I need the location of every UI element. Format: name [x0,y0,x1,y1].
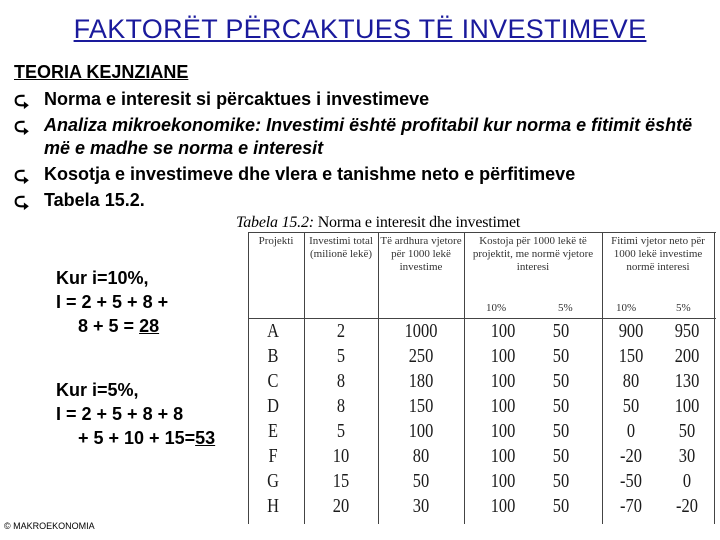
cell-ardhura: 50 [412,470,430,492]
bullet-text: Tabela 15.2. [44,190,145,210]
cell-projekti: A [267,320,279,342]
cell-projekti: C [267,370,279,392]
bullet-text: Analiza mikroekonomike: Investimi është profitabil kur norma e fitimit është më e madhe se norma e interesit [44,115,693,158]
calculation-10-percent [56,266,168,338]
cell-ardhura: 1000 [404,320,438,342]
table-rule [464,232,465,524]
calc-sum-cont [56,426,215,450]
cell-fitimi-5: 50 [678,420,696,442]
bullet-text: Norma e interesit si përcaktues i investimeve [44,89,430,109]
arrow-bullet-icon: ⮎ [14,191,30,212]
cell-kosto-10: 100 [490,470,516,492]
calc-condition: Kur i=10%, [56,268,149,288]
bullet-item [14,189,714,212]
cell-investimi: 5 [336,420,346,442]
calc-condition: Kur i=5%, [56,380,139,400]
cell-kosto-10: 100 [490,445,516,467]
table-rule [714,232,715,524]
cell-kosto-5: 50 [552,470,570,492]
header-projekti: Projekti [258,235,294,247]
cell-ardhura: 180 [408,370,434,392]
cell-investimi: 8 [336,395,346,417]
calc-sum: I = 2 + 5 + 8 + [56,292,169,312]
cell-ardhura: 150 [408,395,434,417]
table-rule [378,232,379,524]
calc-sum: I = 2 + 5 + 8 + 8 [56,404,184,424]
section-subtitle: TEORIA KEJNZIANE [14,62,189,82]
cell-projekti: B [267,345,279,367]
cell-fitimi-10: 80 [622,370,640,392]
cell-fitimi-10: 150 [618,345,644,367]
cell-kosto-10: 100 [490,320,516,342]
cell-fitimi-5: 200 [674,345,700,367]
header-fitimi-10: 10% [616,302,637,314]
cell-kosto-5: 50 [552,445,570,467]
cell-fitimi-5: 0 [682,470,692,492]
cell-fitimi-5: 130 [674,370,700,392]
cell-projekti: E [267,420,279,442]
header-kosto-10: 10% [486,302,507,314]
cell-fitimi-5: 30 [678,445,696,467]
bullet-item [14,114,714,160]
arrow-bullet-icon: ⮎ [14,165,30,186]
table-rule [248,232,249,524]
calculation-5-percent [56,378,215,450]
cell-kosto-10: 100 [490,345,516,367]
scanned-table [248,232,716,524]
header-fitimi: Fitimi vjetor neto për 1000 lekë investime normë interesi [611,235,705,273]
cell-ardhura: 80 [412,445,430,467]
cell-kosto-10: 100 [490,395,516,417]
table-rule [248,318,716,319]
calc-sum-cont [56,314,168,338]
header-kosto: Kostoja për 1000 lekë të projektit, me normë vjetore interesi [472,235,594,273]
cell-kosto-5: 50 [552,495,570,517]
calc-result: 28 [139,316,160,336]
cell-kosto-10: 100 [490,495,516,517]
cell-investimi: 5 [336,345,346,367]
cell-fitimi-10: -70 [620,495,642,517]
cell-fitimi-5: -20 [676,495,698,517]
cell-projekti: H [267,495,279,517]
bullet-item [14,88,714,111]
arrow-bullet-icon: ⮎ [14,90,30,111]
cell-fitimi-10: 900 [618,320,644,342]
cell-kosto-5: 50 [552,420,570,442]
cell-investimi: 15 [332,470,350,492]
calc-result: 53 [195,428,216,448]
table-rule [248,232,716,233]
cell-kosto-10: 100 [490,420,516,442]
cell-projekti: F [268,445,278,467]
cell-kosto-5: 50 [552,320,570,342]
calc-sum-tail: 8 + 5 = [78,316,140,336]
slide-title: FAKTORËT PËRCAKTUES TË INVESTIMEVE [73,14,647,44]
cell-fitimi-10: 50 [622,395,640,417]
cell-ardhura: 100 [408,420,434,442]
header-kosto-5: 5% [558,302,573,314]
header-investimi: Investimi total (milionë lekë) [309,235,373,260]
cell-investimi: 20 [332,495,350,517]
cell-investimi: 10 [332,445,350,467]
footer-copyright: © MAKROEKONOMIA [4,521,95,531]
cell-projekti: D [267,395,279,417]
cell-kosto-10: 100 [490,370,516,392]
cell-fitimi-5: 950 [674,320,700,342]
cell-fitimi-10: -50 [620,470,642,492]
table-rule [602,232,603,524]
table-rule [304,232,305,524]
bullet-list [14,88,714,215]
table-caption [236,214,520,232]
header-fitimi-5: 5% [676,302,691,314]
table-caption-text: Norma e interesit dhe investimet [313,214,521,231]
cell-investimi: 2 [336,320,346,342]
bullet-text: Kosotja e investimeve dhe vlera e tanishme neto e përfitimeve [44,164,576,184]
calc-sum-tail: + 5 + 10 + 15= [78,428,196,448]
cell-kosto-5: 50 [552,370,570,392]
bullet-item [14,163,714,186]
arrow-bullet-icon: ⮎ [14,116,30,137]
cell-ardhura: 30 [412,495,430,517]
cell-ardhura: 250 [408,345,434,367]
cell-kosto-5: 50 [552,345,570,367]
cell-fitimi-10: -20 [620,445,642,467]
cell-fitimi-5: 100 [674,395,700,417]
cell-kosto-5: 50 [552,395,570,417]
cell-fitimi-10: 0 [626,420,636,442]
header-ardhura: Të ardhura vjetore për 1000 lekë investime [380,235,462,273]
cell-projekti: G [267,470,279,492]
cell-investimi: 8 [336,370,346,392]
table-caption-label: Tabela 15.2: [236,214,314,231]
